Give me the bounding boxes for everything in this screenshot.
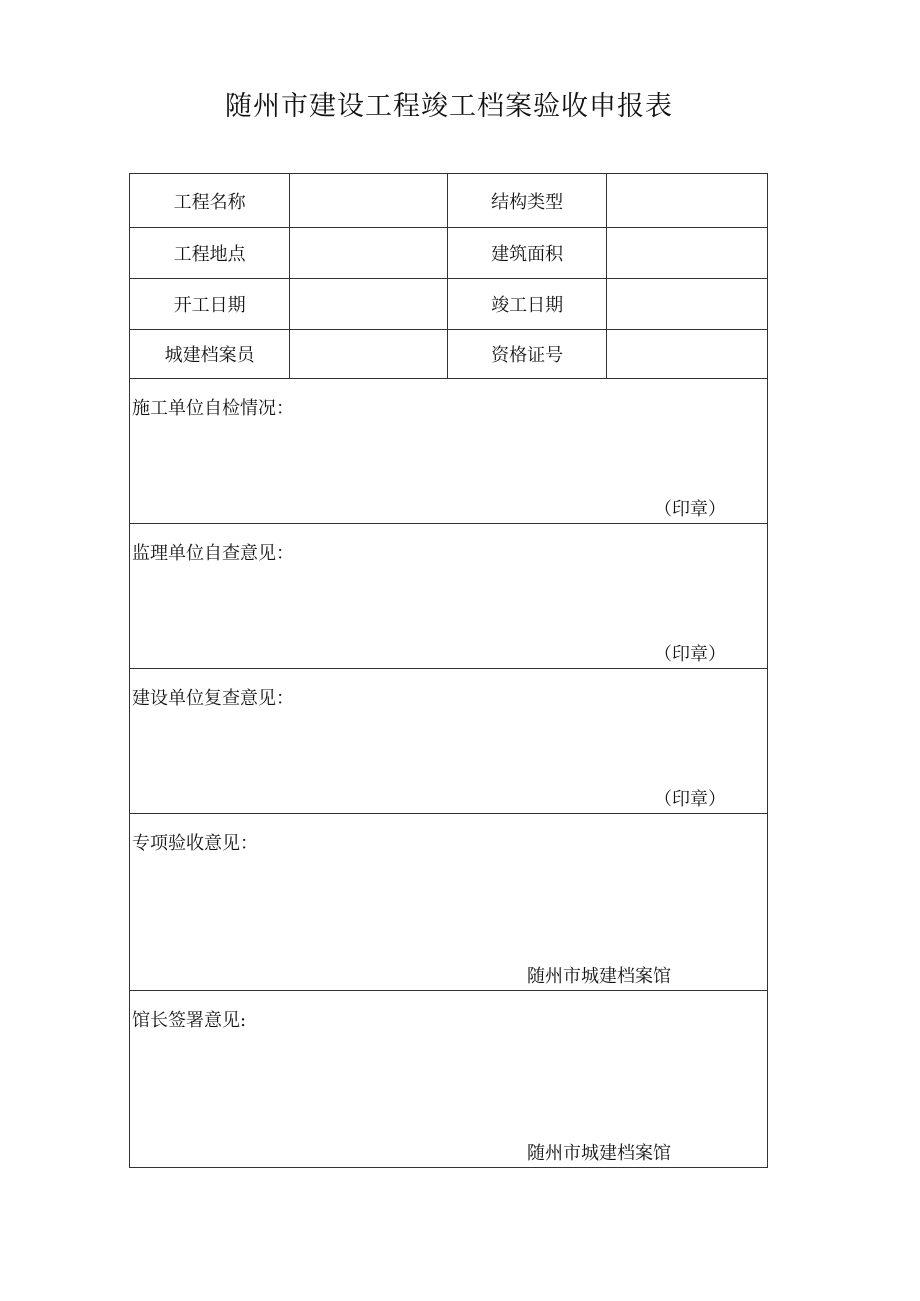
client-seal-label: （印章） xyxy=(654,789,726,810)
completion-date-label: 竣工日期 xyxy=(448,279,606,330)
archivist-field[interactable] xyxy=(290,330,448,379)
project-location-field[interactable] xyxy=(290,228,448,279)
application-form-table xyxy=(129,173,768,1168)
row-project-name xyxy=(130,174,768,228)
start-date-field[interactable] xyxy=(290,279,448,330)
structure-type-label: 结构类型 xyxy=(448,174,606,228)
project-name-field[interactable] xyxy=(290,174,448,228)
completion-date-field[interactable] xyxy=(606,279,767,330)
certificate-number-label: 资格证号 xyxy=(448,330,606,379)
special-section-row xyxy=(130,814,768,991)
project-location-label: 工程地点 xyxy=(130,228,290,279)
client-review-section[interactable] xyxy=(130,669,768,814)
construction-self-check-section[interactable] xyxy=(130,379,768,524)
construction-seal-label: （印章） xyxy=(654,499,726,520)
special-acceptance-section[interactable] xyxy=(130,814,768,991)
row-dates xyxy=(130,279,768,330)
supervision-opinion-section[interactable] xyxy=(130,524,768,669)
construction-self-check-heading: 施工单位自检情况： xyxy=(132,398,294,419)
director-section-row xyxy=(130,991,768,1168)
structure-type-field[interactable] xyxy=(606,174,767,228)
construction-section-row xyxy=(130,379,768,524)
project-name-label: 工程名称 xyxy=(130,174,290,228)
start-date-label: 开工日期 xyxy=(130,279,290,330)
client-section-row xyxy=(130,669,768,814)
director-archive-signature: 随州市城建档案馆 xyxy=(527,1143,671,1164)
supervision-seal-label: （印章） xyxy=(654,644,726,665)
form-title: 随州市建设工程竣工档案验收申报表 xyxy=(225,91,673,122)
archivist-label: 城建档案员 xyxy=(130,330,290,379)
row-project-location xyxy=(130,228,768,279)
director-opinion-section[interactable] xyxy=(130,991,768,1168)
special-archive-signature: 随州市城建档案馆 xyxy=(527,966,671,987)
certificate-number-field[interactable] xyxy=(606,330,767,379)
client-review-heading: 建设单位复查意见： xyxy=(132,688,294,709)
supervision-section-row xyxy=(130,524,768,669)
supervision-opinion-heading: 监理单位自查意见： xyxy=(132,543,294,564)
building-area-field[interactable] xyxy=(606,228,767,279)
building-area-label: 建筑面积 xyxy=(448,228,606,279)
director-opinion-heading: 馆长签署意见: xyxy=(132,1010,247,1031)
special-acceptance-heading: 专项验收意见： xyxy=(132,833,258,854)
row-archivist xyxy=(130,330,768,379)
